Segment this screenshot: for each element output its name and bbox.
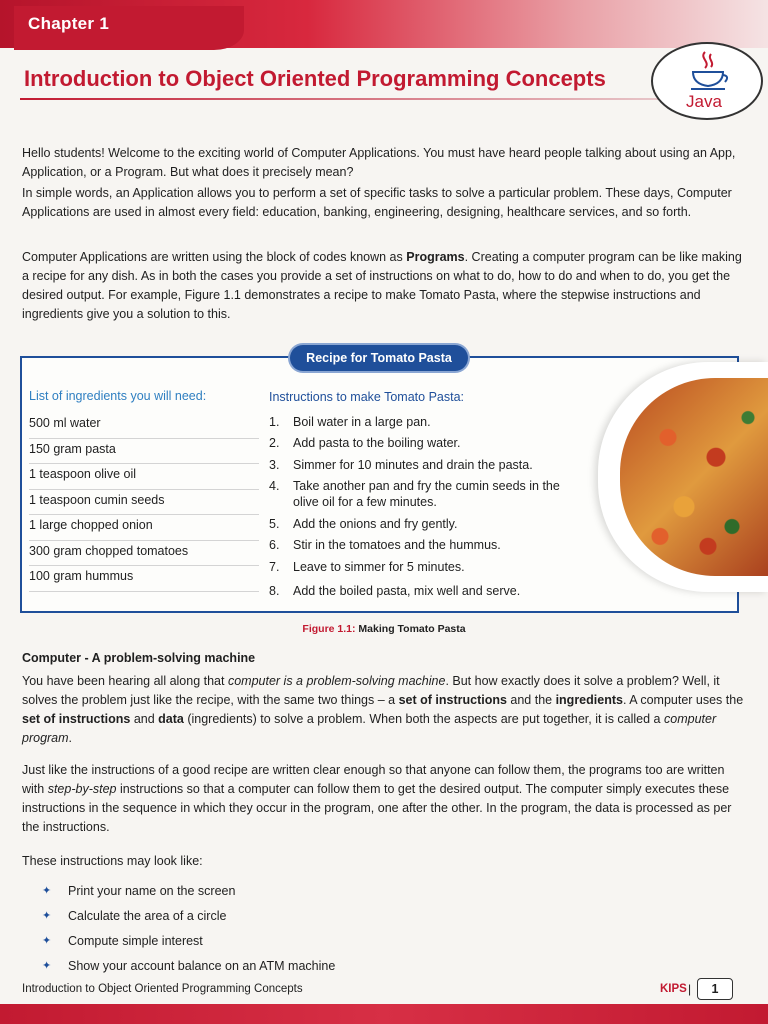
footer-brand: KIPS — [660, 983, 687, 995]
ingredient-item: 150 gram pasta — [29, 439, 259, 465]
section-paragraph-2: Just like the instructions of a good recipe are written clear enough so that anyone can follow them, the programs too are written with step-by-step instructions so that a computer can follow them to get the desired output. The computer simply executes these instructions in the sequence in which they occur in the program, one after the other. In the program, the data is processed as per the instructions. — [22, 763, 732, 834]
footer-separator: | — [688, 982, 692, 996]
section-heading: Computer - A problem-solving machine — [22, 651, 256, 665]
instruction-item: 1. Boil water in a large pan. — [269, 415, 431, 429]
ingredient-item: 1 teaspoon olive oil — [29, 464, 259, 490]
bullet-item: ✦ Calculate the area of a circle — [42, 908, 227, 923]
instruction-item: 2. Add pasta to the boiling water. — [269, 436, 461, 450]
instruction-item: 8. Add the boiled pasta, mix well and serve. — [269, 584, 521, 598]
ingredients-heading: List of ingredients you will need: — [29, 389, 207, 403]
chapter-label: Chapter 1 — [28, 14, 110, 33]
instruction-item: 5. Add the onions and fry gently. — [269, 517, 458, 531]
bullet-item: ✦ Compute simple interest — [42, 933, 203, 948]
java-logo-text: Java — [686, 92, 722, 111]
title-underline — [20, 98, 660, 100]
diamond-bullet-icon: ✦ — [42, 935, 52, 947]
instruction-item: 6. Stir in the tomatoes and the hummus. — [269, 538, 501, 552]
instruction-item: 3. Simmer for 10 minutes and drain the pasta. — [269, 458, 533, 472]
ingredient-item: 1 large chopped onion — [29, 515, 259, 541]
ingredients-list — [29, 413, 259, 592]
page-number: 1 — [697, 978, 733, 1000]
recipe-tab: Recipe for Tomato Pasta — [290, 345, 468, 371]
figure-caption: Figure 1.1: Making Tomato Pasta — [302, 623, 466, 635]
page-title: Introduction to Object Oriented Programming Concepts — [24, 66, 606, 91]
diamond-bullet-icon: ✦ — [42, 960, 52, 972]
diamond-bullet-icon: ✦ — [42, 885, 52, 897]
intro-paragraph-1: Hello students! Welcome to the exciting world of Computer Applications. You must have heard people talking about using an App, Application, or a Program. But what does it precisely mean? — [22, 146, 736, 179]
ingredient-item: 500 ml water — [29, 413, 259, 439]
section-paragraph-1: You have been hearing all along that computer is a problem-solving machine. But how exactly does it solve a problem? Well, it solves the problem just like the recipe, with the same two things – a set of instructions and the ingredients. A computer uses the set of instructions and data (ingredients) to solve a problem. When both the aspects are put together, it is called a computer program. — [22, 674, 744, 745]
pasta-food — [620, 378, 768, 576]
instruction-item: 7. Leave to simmer for 5 minutes. — [269, 560, 465, 574]
intro-paragraph-3: Computer Applications are written using the block of codes known as Programs. Creating a computer program can be like making a recipe for any dish. As in both the cases you provide a set of instructions on what to do, how to do and when to do, you get the desired output. For example, Figure 1.1 demonstrates a recipe to make Tomato Pasta, where the stepwise instructions and ingredients give you a solution to this. — [22, 250, 742, 321]
section-paragraph-3: These instructions may look like: — [22, 854, 203, 868]
intro-paragraph-2: In simple words, an Application allows you to perform a set of specific tasks to solve a particular problem. These days, Computer Applications are used in almost every field: education, banking, engineering, designing, healthcare services, and so forth. — [22, 186, 732, 219]
instruction-item: 4. Take another pan and fry the cumin seeds in the olive oil for a few minutes. — [269, 479, 560, 509]
instructions-heading: Instructions to make Tomato Pasta: — [269, 390, 465, 404]
bottom-band — [0, 1004, 768, 1024]
ingredient-item: 100 gram hummus — [29, 566, 259, 592]
bullet-item: ✦ Print your name on the screen — [42, 883, 236, 898]
instruction-bullets — [42, 878, 335, 978]
bullet-item: ✦ Show your account balance on an ATM machine — [42, 958, 336, 973]
diamond-bullet-icon: ✦ — [42, 910, 52, 922]
footer-title: Introduction to Object Oriented Programming Concepts — [22, 983, 303, 995]
ingredient-item: 300 gram chopped tomatoes — [29, 541, 259, 567]
ingredient-item: 1 teaspoon cumin seeds — [29, 490, 259, 516]
